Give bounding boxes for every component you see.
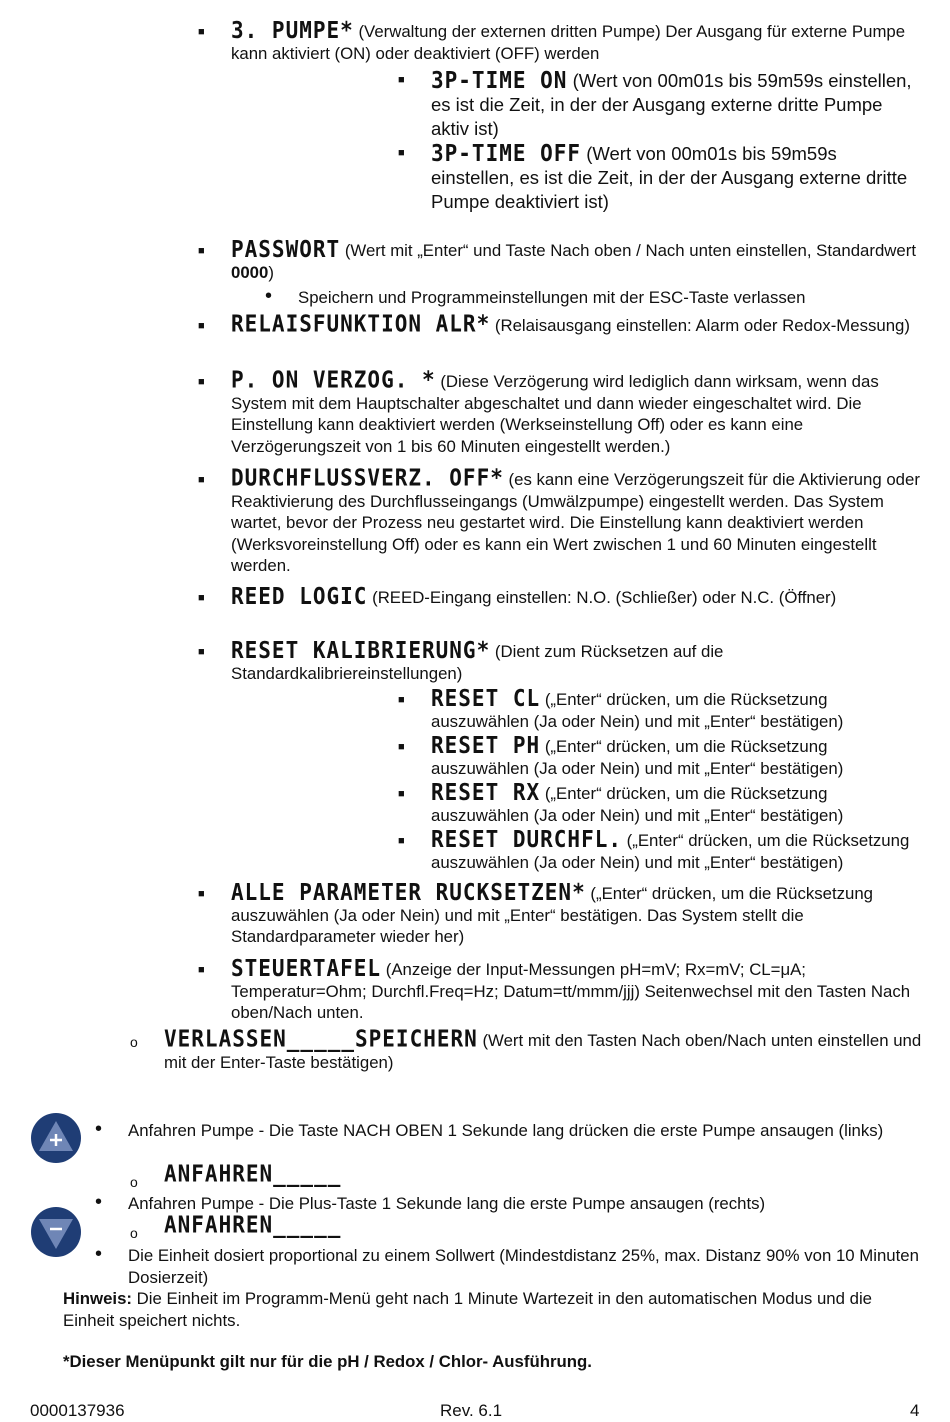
item-text: („Enter“ drücken, um die Rücksetzung auszuwählen (Ja oder Nein) und mit „Enter“ bestätigen) bbox=[431, 690, 844, 731]
note-text: Die Einheit im Programm-Menü geht nach 1 Minute Wartezeit in den automatischen Modus und die Einheit speichert nichts. bbox=[63, 1289, 873, 1330]
lcd-label: ANFAHREN_____ bbox=[164, 1211, 342, 1239]
item-verlassen-speichern bbox=[164, 1025, 924, 1073]
revision: Rev. 6.1 bbox=[440, 1401, 503, 1420]
item-text: (Anzeige der Input-Messungen pH=mV; Rx=mV; CL=μA; Temperatur=Ohm; Durchfl.Freq=Hz; Datum=tt/mmm/jjj) Seitenwechsel mit den Tasten Nach oben/Nach unten. bbox=[231, 960, 911, 1022]
item-reset-ph bbox=[431, 731, 921, 779]
bottom-lcd-anfahren-1 bbox=[164, 1160, 342, 1188]
lcd-label: 3. PUMPE* bbox=[231, 16, 354, 44]
lcd-label: RESET RX bbox=[431, 778, 541, 806]
bullet-circle-icon: o bbox=[130, 1174, 138, 1190]
lcd-label: RESET KALIBRIERUNG* bbox=[231, 636, 491, 664]
lcd-label: 3P-TIME ON bbox=[431, 66, 568, 94]
bullet-square-icon: ■ bbox=[398, 741, 405, 753]
item-text: (Relaisausgang einstellen: Alarm oder Redox-Messung) bbox=[490, 316, 910, 335]
item-p-on-verzog bbox=[231, 366, 921, 457]
bullet-square-icon: ■ bbox=[198, 646, 205, 658]
bullet-square-icon: ■ bbox=[398, 74, 405, 86]
bullet-dot-icon: • bbox=[95, 1118, 103, 1140]
bullet-circle-icon: o bbox=[130, 1034, 138, 1050]
item-text: (Diese Verzögerung wird lediglich dann wirksam, wenn das System mit dem Hauptschalter abgeschaltet und dann wieder eingeschaltet wird. Die Einstellung kann deaktiviert werden (Werkseinstellung Off) oder es kann eine Verzögerungszeit von 1 bis 60 Minuten eingestellt werden.) bbox=[231, 372, 879, 456]
item-text: (Dient zum Rücksetzen auf die Standardkalibriereinstellungen) bbox=[231, 642, 724, 683]
item-text: (Wert von 00m01s bis 59m59s einstellen, es ist die Zeit, in der der Ausgang externe dritte Pumpe deaktiviert ist) bbox=[431, 143, 908, 212]
lcd-label: RESET PH bbox=[431, 731, 541, 759]
lcd-label: 3P-TIME OFF bbox=[431, 139, 582, 167]
bullet-square-icon: ■ bbox=[198, 888, 205, 900]
bullet-square-icon: ■ bbox=[398, 694, 405, 706]
item-steuertafel bbox=[231, 954, 921, 1024]
bullet-circle-icon: o bbox=[130, 1225, 138, 1241]
item-text: (es kann eine Verzögerungszeit für die Aktivierung oder Reaktivierung des Durchflusseingangs (Umwälzpumpe) eingestellt werden. Das System wartet, bevor der Prozess neu gestartet wird. Die Einstellung kann deaktiviert werden (Werksvoreinstellung Off) oder es kann ein Wert zwischen 1 und 60 Minuten eingestellt werden. bbox=[231, 470, 920, 575]
down-minus-button-icon bbox=[31, 1207, 81, 1257]
bullet-square-icon: ■ bbox=[398, 788, 405, 800]
item-reset-cl bbox=[431, 684, 921, 732]
item-text: (Wert von 00m01s bis 59m59s einstellen, es ist die Zeit, in der der Ausgang externe dritte Pumpe aktiv ist) bbox=[431, 70, 912, 139]
item-speichern bbox=[298, 287, 918, 309]
bottom-lcd-anfahren-2 bbox=[164, 1211, 342, 1239]
item-text: Die Einheit dosiert proportional zu einem Sollwert (Mindestdistanz 25%, max. Distanz 90% von 10 Minuten Dosierzeit) bbox=[128, 1246, 919, 1287]
item-text: (Wert mit „Enter“ und Taste Nach oben / Nach unten einstellen, Standardwert bbox=[340, 241, 916, 260]
bullet-dot-icon: • bbox=[95, 1191, 103, 1213]
item-reset-durchfl bbox=[431, 825, 926, 873]
up-plus-button-icon bbox=[31, 1113, 81, 1163]
item-text: („Enter“ drücken, um die Rücksetzung auszuwählen (Ja oder Nein) und mit „Enter“ bestätigen) bbox=[431, 831, 910, 872]
footnote: *Dieser Menüpunkt gilt nur für die pH / Redox / Chlor- Ausführung. bbox=[63, 1352, 592, 1371]
item-reset-kalibrierung bbox=[231, 636, 921, 684]
item-relaisfunktion bbox=[231, 310, 921, 338]
item-durchflussverz bbox=[231, 464, 921, 577]
item-text-end: ) bbox=[268, 262, 274, 282]
item-3-pumpe bbox=[231, 16, 921, 64]
item-text: („Enter“ drücken, um die Rücksetzung auszuwählen (Ja oder Nein) und mit „Enter“ bestätigen) bbox=[431, 737, 844, 778]
lcd-label: PASSWORT bbox=[231, 235, 341, 263]
lcd-label: RESET CL bbox=[431, 684, 541, 712]
bullet-square-icon: ■ bbox=[398, 147, 405, 159]
bullet-dot-icon: • bbox=[95, 1243, 103, 1265]
item-reset-rx bbox=[431, 778, 921, 826]
bullet-square-icon: ■ bbox=[198, 474, 205, 486]
doc-number: 0000137936 bbox=[30, 1401, 125, 1420]
lcd-label: ALLE PARAMETER RUCKSETZEN* bbox=[231, 878, 586, 906]
lcd-label: RESET DURCHFL. bbox=[431, 825, 623, 853]
bullet-square-icon: ■ bbox=[398, 835, 405, 847]
lcd-label: RELAISFUNKTION ALR* bbox=[231, 310, 491, 338]
bottom-item-dosierung bbox=[128, 1245, 923, 1288]
item-text: (Wert mit den Tasten Nach oben/Nach unten einstellen und mit der Enter-Taste bestätigen) bbox=[164, 1031, 922, 1072]
page-number: 4 bbox=[910, 1401, 920, 1420]
bullet-square-icon: ■ bbox=[198, 376, 205, 388]
item-text: („Enter“ drücken, um die Rücksetzung auszuwählen (Ja oder Nein) und mit „Enter“ bestätigen) bbox=[431, 784, 844, 825]
item-3p-time-on bbox=[431, 68, 921, 141]
item-text: Anfahren Pumpe - Die Taste NACH OBEN 1 Sekunde lang drücken die erste Pumpe ansaugen (links) bbox=[128, 1121, 884, 1140]
bullet-square-icon: ■ bbox=[198, 320, 205, 332]
lcd-label: STEUERTAFEL bbox=[231, 954, 382, 982]
lcd-label: P. ON VERZOG. * bbox=[231, 366, 436, 394]
bullet-square-icon: ■ bbox=[198, 964, 205, 976]
lcd-label: ANFAHREN_____ bbox=[164, 1160, 342, 1188]
bullet-square-icon: ■ bbox=[198, 245, 205, 257]
item-text: (Verwaltung der externen dritten Pumpe) Der Ausgang für externe Pumpe kann aktiviert (ON) oder deaktiviert (OFF) werden bbox=[231, 22, 906, 63]
item-3p-time-off bbox=[431, 141, 921, 214]
item-text: (REED-Eingang einstellen: N.O. (Schließer) oder N.C. (Öffner) bbox=[367, 588, 837, 607]
default-value: 0000 bbox=[231, 262, 269, 282]
item-passwort bbox=[231, 235, 921, 283]
bottom-item-anfahren-links bbox=[128, 1120, 923, 1142]
item-alle-parameter bbox=[231, 878, 926, 948]
item-text: Speichern und Programmeinstellungen mit der ESC-Taste verlassen bbox=[298, 288, 806, 307]
note-paragraph bbox=[63, 1288, 923, 1331]
bullet-square-icon: ■ bbox=[198, 592, 205, 604]
bullet-square-icon: ■ bbox=[198, 26, 205, 38]
item-text: („Enter“ drücken, um die Rücksetzung auszuwählen (Ja oder Nein) und mit „Enter“ bestätigen. Das System stellt die Standardparameter wieder her) bbox=[231, 884, 873, 946]
lcd-label: DURCHFLUSSVERZ. OFF* bbox=[231, 464, 504, 492]
lcd-label: VERLASSEN_____SPEICHERN bbox=[164, 1025, 478, 1053]
item-text: Anfahren Pumpe - Die Plus-Taste 1 Sekunde lang die erste Pumpe ansaugen (rechts) bbox=[128, 1194, 766, 1213]
note-label: Hinweis: bbox=[63, 1289, 133, 1308]
item-reed-logic bbox=[231, 582, 921, 610]
bullet-dot-icon: • bbox=[265, 285, 273, 307]
lcd-label: REED LOGIC bbox=[231, 582, 368, 610]
